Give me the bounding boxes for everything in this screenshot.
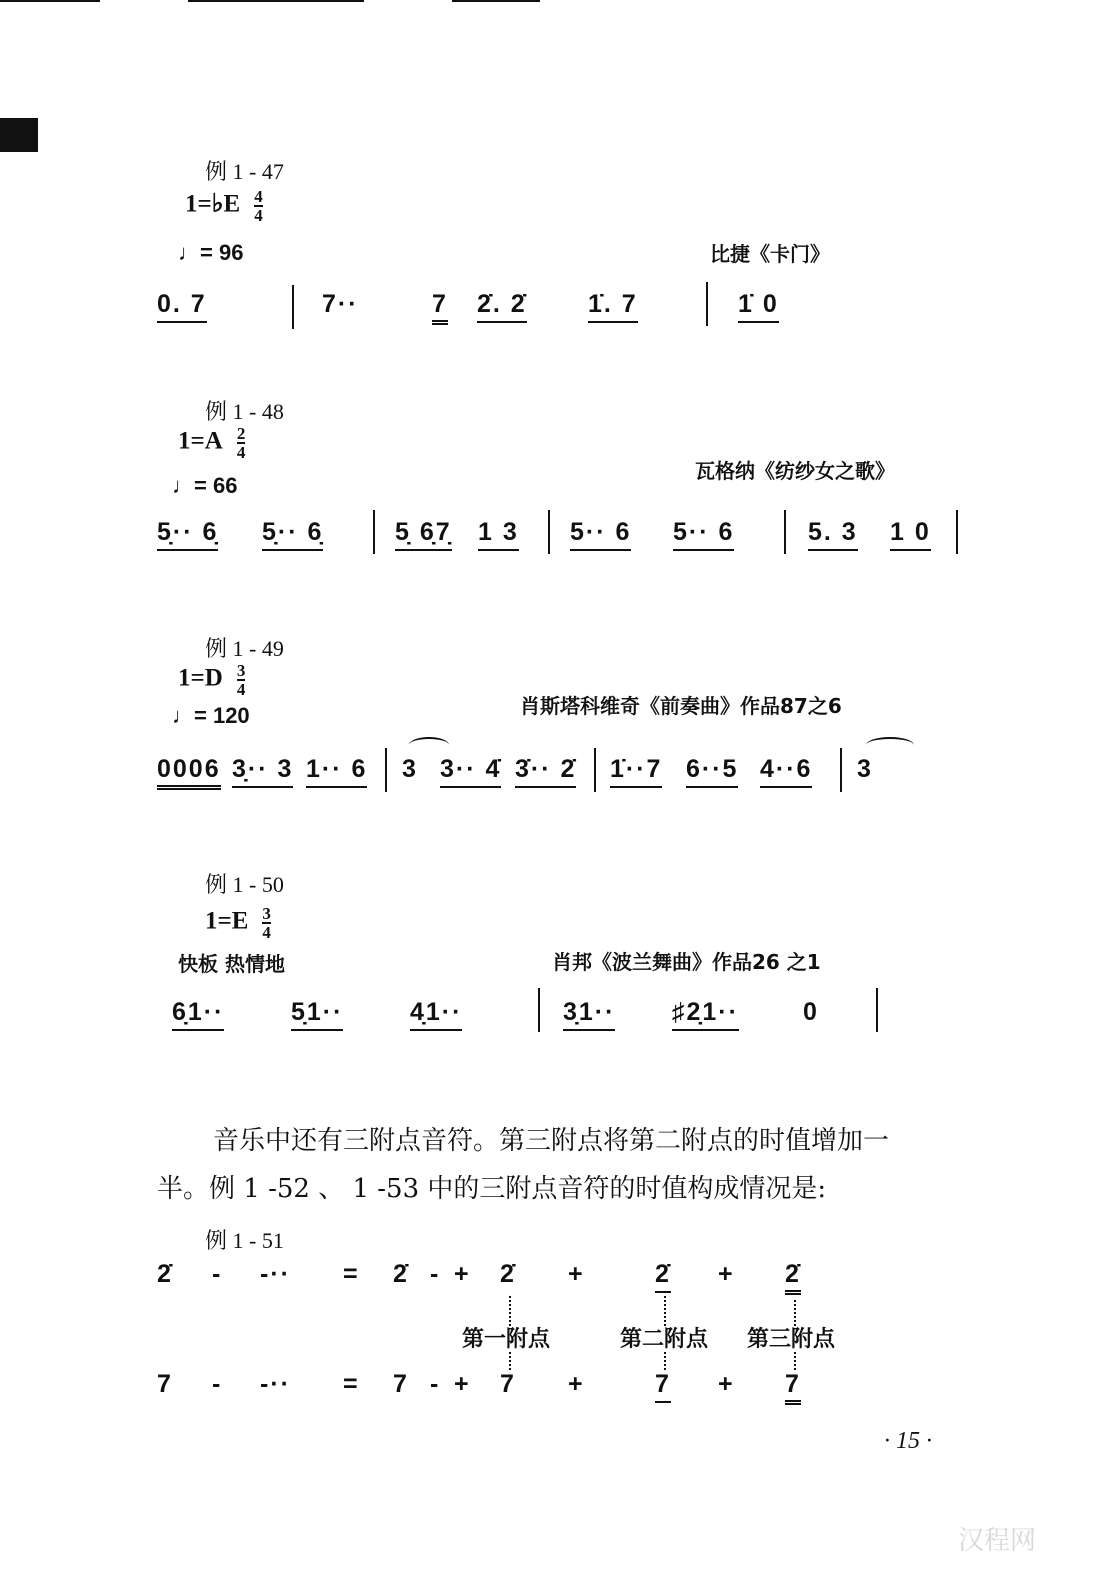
scan-edge (452, 0, 540, 2)
dash: - (212, 1260, 223, 1288)
tie-arc (409, 737, 449, 753)
note: 7 (655, 1370, 671, 1403)
source-title: 肖斯塔科维奇《前奏曲》作品87之6 (520, 694, 842, 718)
note-group: 5·· 6 (673, 518, 734, 551)
note: 7 (157, 1370, 173, 1398)
barline (548, 510, 550, 554)
scan-edge (0, 0, 100, 2)
note-group: 3̣·· 3 (232, 755, 293, 788)
note-group: 3 (857, 755, 873, 783)
barline (784, 510, 786, 554)
plus: + (718, 1370, 735, 1398)
note-group: 1 3 (478, 518, 519, 551)
time-signature: $\frac{4}{4}$ (254, 187, 263, 225)
note-group: 5·· 6 (570, 518, 631, 551)
dash: - (430, 1370, 441, 1398)
tempo-mark: ♩= 120 (172, 703, 250, 728)
note-group: 1̇··7 (610, 755, 662, 788)
note-group: 1·· 6 (306, 755, 367, 788)
note-group: 7·· (322, 290, 359, 318)
plus: + (568, 1260, 585, 1288)
note-group: 1̇. 7 (588, 290, 638, 323)
dash: -·· (260, 1260, 291, 1288)
barline (840, 748, 842, 792)
plus: + (454, 1370, 471, 1398)
key-signature: 1=D $\frac{3}{4}$ (178, 661, 246, 699)
plus: + (718, 1260, 735, 1288)
key-signature: 1=A $\frac{2}{4}$ (178, 424, 246, 462)
body-text-line: 半。例 1 -52 、 1 -53 中的三附点音符的时值构成情况是: (157, 1174, 827, 1204)
note-group: 3 (402, 755, 418, 783)
tempo-mark: ♩= 66 (172, 473, 238, 498)
key-signature: 1=♭E $\frac{4}{4}$ (185, 187, 263, 225)
note-group: 2̇. 2̇ (477, 290, 527, 323)
time-signature: $\frac{3}{4}$ (236, 661, 246, 699)
example-label: 例 1 - 47 (205, 159, 284, 184)
note: 2̇ (393, 1260, 409, 1288)
note-group: 1 0 (890, 518, 931, 551)
watermark-logo: 汉程网 (958, 1526, 1037, 1556)
note: 2̇ (500, 1260, 516, 1288)
dash: - (212, 1370, 223, 1398)
scan-edge (188, 0, 364, 2)
source-title: 瓦格纳《纺纱女之歌》 (695, 459, 895, 483)
dash: -·· (260, 1370, 291, 1398)
dot-label: 第二附点 (620, 1327, 709, 1352)
source-title: 肖邦《波兰舞曲》作品26 之1 (552, 950, 821, 974)
plus: + (454, 1260, 471, 1288)
note-group: 3̇·· 2̇ (515, 755, 576, 788)
note-group: 0 (803, 998, 819, 1026)
note-group: 6··5 (686, 755, 738, 788)
note: 2̇ (655, 1260, 671, 1293)
note-group: 5̣ 6̣7̣ (395, 518, 452, 551)
dotted-guide (509, 1352, 511, 1370)
note-group: ♯2̣1·· (672, 998, 739, 1031)
dotted-guide (664, 1352, 666, 1370)
note-group: 6̣1·· (172, 998, 224, 1031)
barline (538, 988, 540, 1032)
source-title: 比捷《卡门》 (710, 242, 830, 266)
dot-label: 第一附点 (462, 1327, 551, 1352)
dotted-guide (794, 1352, 796, 1370)
key-signature: 1=E $\frac{3}{4}$ (205, 904, 271, 942)
example-label: 例 1 - 49 (205, 636, 284, 661)
body-text-line: 音乐中还有三附点音符。第三附点将第二附点的时值增加一 (213, 1126, 890, 1156)
note-group: 0006 (157, 755, 221, 790)
barline (292, 285, 294, 329)
dash: - (430, 1260, 441, 1288)
barline (706, 282, 708, 326)
note: 7 (393, 1370, 409, 1398)
barline (594, 748, 596, 792)
scan-mark (0, 118, 38, 152)
plus: + (568, 1370, 585, 1398)
dot-label: 第三附点 (747, 1327, 836, 1352)
note-group: 3̣1·· (563, 998, 615, 1031)
time-signature: $\frac{3}{4}$ (262, 904, 271, 942)
example-label: 例 1 - 50 (205, 872, 284, 897)
time-signature: $\frac{2}{4}$ (236, 424, 246, 462)
note: 2̇ (157, 1260, 173, 1288)
example-label: 例 1 - 51 (205, 1228, 284, 1253)
note: 7 (785, 1370, 801, 1405)
note-group: 5̣·· 6̣ (262, 518, 323, 551)
barline (876, 988, 878, 1032)
note-group: 1̇ 0 (738, 290, 779, 323)
note-group: 7 (432, 290, 448, 325)
tempo-mark: 快板 热情地 (178, 952, 285, 976)
note-group: 4··6 (760, 755, 812, 788)
note-group: 3·· 4̇ (440, 755, 501, 788)
note-group: 5̣1·· (291, 998, 343, 1031)
note-group: 4̣1·· (410, 998, 462, 1031)
equals: = (343, 1370, 360, 1398)
barline (373, 510, 375, 554)
tempo-mark: ♩= 96 (178, 240, 244, 265)
note: 2̇ (785, 1260, 801, 1295)
note-group: 5. 3 (808, 518, 858, 551)
barline (385, 748, 387, 792)
tie-arc (866, 737, 914, 753)
page-number: · 15 · (884, 1428, 932, 1454)
equals: = (343, 1260, 360, 1288)
note-group: 5̣·· 6̣ (157, 518, 218, 551)
note-group: 0. 7 (157, 290, 207, 323)
barline (956, 510, 958, 554)
example-label: 例 1 - 48 (205, 399, 284, 424)
note: 7 (500, 1370, 516, 1398)
